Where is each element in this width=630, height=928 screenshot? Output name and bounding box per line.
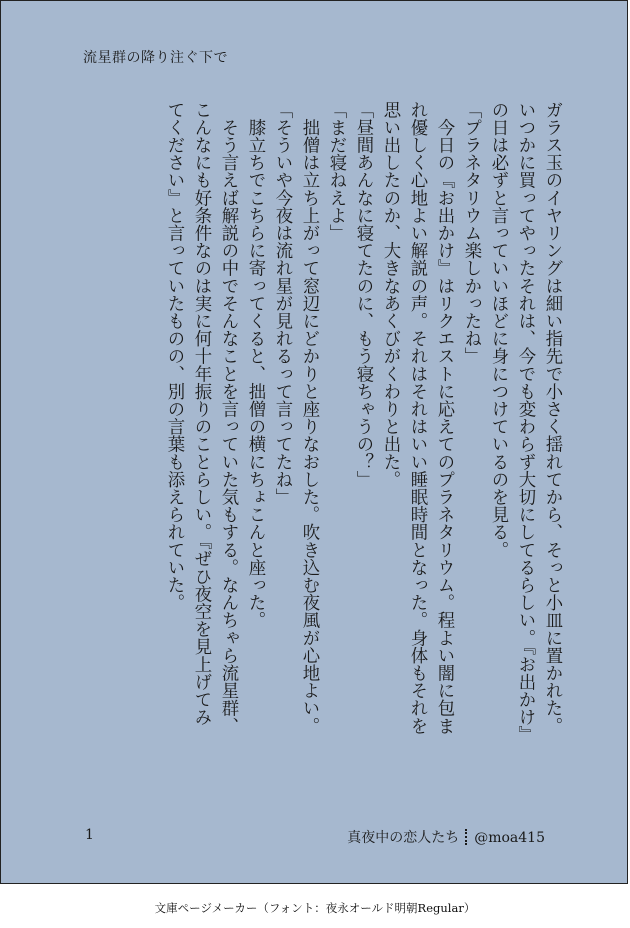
page-number: 1	[85, 827, 94, 843]
page-title: 流星群の降り注ぐ下で	[83, 50, 228, 66]
body-line: の日は必ずと言っていいほどに身につけているのを見る。	[488, 101, 508, 559]
generator-caption: 文庫ページメーカー（フォント：夜永オールド明朝Regular）	[154, 901, 476, 915]
footer-handle: @moa415	[474, 830, 545, 846]
body-line: 「昼間あんなに寝てたのに、もう寝ちゃうの？」	[353, 101, 373, 489]
body-line: ガラス玉のイヤリングは細い指先で小さく揺れてから、そっと小皿に置かれた。	[542, 101, 562, 735]
footer-credit	[347, 827, 545, 847]
body-line: 今日の『お出かけ』はリクエストに応えてのプラネタリウム。程よい闇に包ま	[434, 101, 454, 735]
body-line: そう言えば解説の中でそんなことを言っていた気もする。なんちゃら流星群、	[218, 101, 238, 735]
body-line: てください』と言っていたものの、別の言葉も添えられていた。	[164, 101, 184, 612]
dotted-separator	[465, 829, 468, 845]
body-line: 膝立ちでこちらに寄ってくると、拙僧の横にちょこんと座った。	[245, 101, 265, 629]
body-line: 思い出したのか、大きなあくびがくわりと出た。	[380, 101, 400, 489]
footer-book-title: 真夜中の恋人たち	[347, 830, 460, 846]
body-line: 「そういや今夜は流れ星が見れるって言ってたね」	[272, 101, 292, 506]
body-line: こんなにも好条件なのは実に何十年振りのことらしい。『ぜひ夜空を見上げてみ	[191, 101, 211, 726]
body-line: 「まだ寝ねえよ」	[326, 101, 346, 242]
body-line: れ優しく心地よい解説の声。それはそれはいい睡眠時間となった。身体もそれを	[407, 101, 427, 735]
body-text	[160, 101, 565, 801]
body-line: いつかに買ってやったそれは、今でも変わらず大切にしてるらしい。『お出かけ』	[515, 101, 535, 744]
body-line: 拙僧は立ち上がって窓辺にどかりと座りなおした。吹き込む夜風が心地よい。	[299, 101, 319, 735]
body-line: 「プラネタリウム楽しかったね」	[461, 101, 481, 365]
